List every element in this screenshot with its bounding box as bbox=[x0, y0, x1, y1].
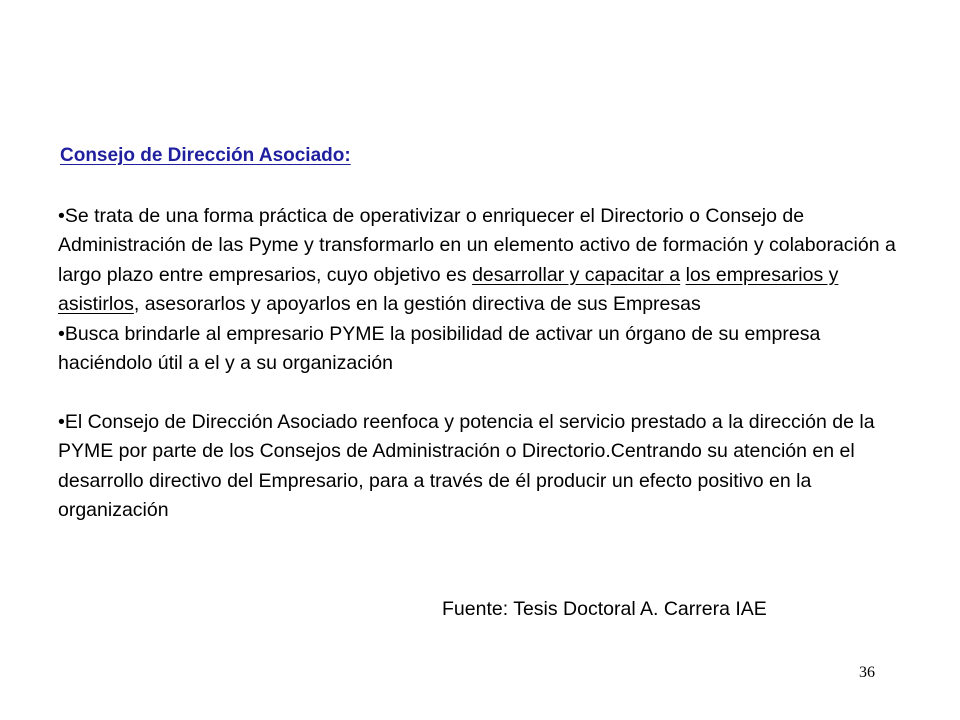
bullet-paragraph-1 bbox=[58, 202, 910, 320]
source-citation: Fuente: Tesis Doctoral A. Carrera IAE bbox=[442, 598, 767, 620]
paragraph-spacer bbox=[58, 378, 910, 407]
bullet-1-tail-text: , asesorarlos y apoyarlos en la gestión directiva de sus Empresas bbox=[133, 293, 701, 316]
bullet-1-underlined-phrase-1: desarrollar y capacitar a bbox=[472, 263, 681, 286]
bullet-paragraph-3: •El Consejo de Dirección Asociado reenfoca y potencia el servicio prestado a la dirección de la PYME por parte de los Consejos de Administración o Directorio.Centrando su atención en el desarrollo directivo del Empresario, para a través de él producir un efecto positivo en la organización bbox=[58, 410, 875, 522]
slide-body bbox=[58, 202, 910, 525]
slide-title: Consejo de Dirección Asociado: bbox=[60, 145, 351, 166]
bullet-1-underlined-phrase-2: los empresarios y asistirlos bbox=[58, 263, 839, 316]
bullet-1-lead-text: •Se trata de una forma práctica de operativizar o enriquecer el Directorio o Consejo de Administración de las Pyme y transformarlo en un elemento activo de formación y colaboración a largo plazo entre empresarios, cuyo objetivo es bbox=[58, 205, 896, 286]
page-number: 36 bbox=[859, 664, 875, 681]
bullet-paragraph-2: •Busca brindarle al empresario PYME la posibilidad de activar un órgano de su empresa haciéndolo útil a el y a su organización bbox=[58, 322, 821, 375]
